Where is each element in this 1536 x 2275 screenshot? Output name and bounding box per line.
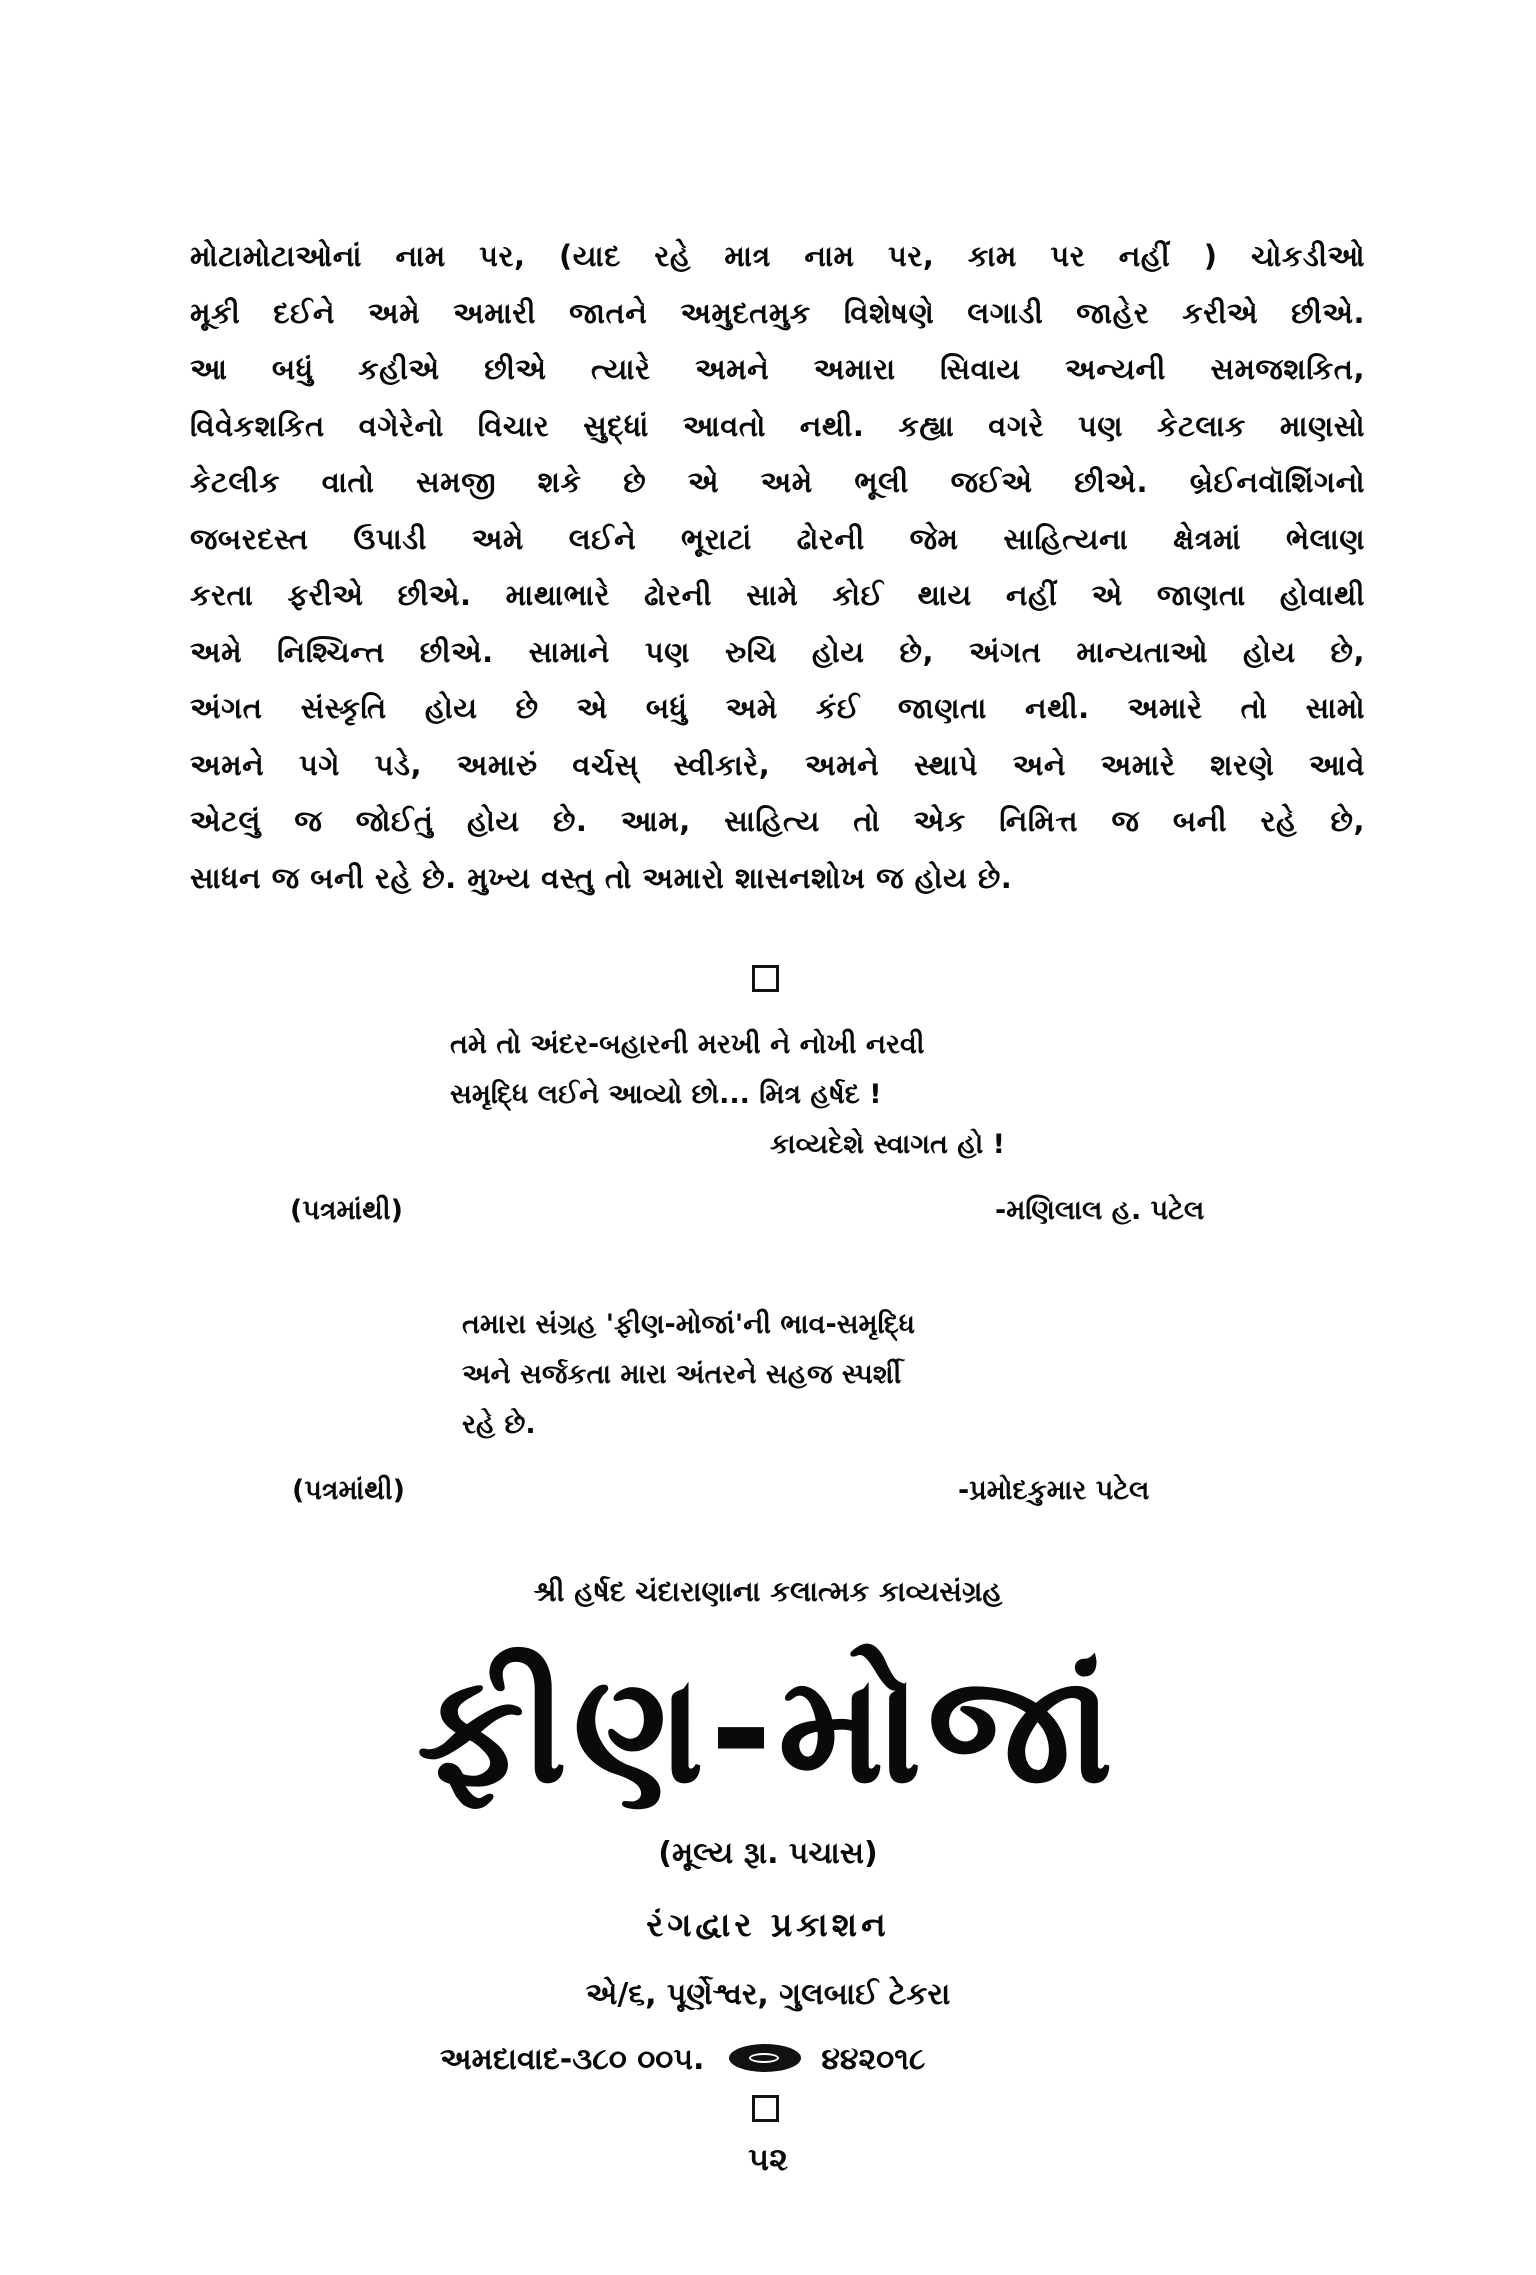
page-number: ૫૨ <box>748 2140 788 2178</box>
verse-line: તમે તો અંદર-બહારની મરખી ને નોખી નરવી <box>450 1029 925 1060</box>
paragraph-line: અમે નિશ્ચિન્ત છીએ. સામાને પણ રુચિ હોય છે, અંગત માન્યતાઓ હોય છે, <box>190 634 1365 669</box>
paragraph-line: વિવેકશકિત વગેરેનો વિચાર સુદ્ધાં આવતો નથી. કહ્યા વગરે પણ કેટલાક માણસો <box>190 408 1365 443</box>
body-paragraph <box>190 228 1365 906</box>
quote-2-source: (પત્રમાંથી) <box>292 1475 405 1506</box>
quote-1-verse <box>450 1020 1005 1170</box>
verse-line: સમૃદ્ધિ લઈને આવ્યો છો... મિત્ર હર્ષદ ! <box>450 1079 882 1110</box>
paragraph-line: મૂકી દઈને અમે અમારી જાતને અમુદતમુક વિશેષણે લગાડી જાહેર કરીએ છીએ. <box>190 295 1365 330</box>
quote-2-author: -પ્રમોદકુમાર પટેલ <box>958 1475 1150 1506</box>
section-divider-box <box>752 2095 779 2122</box>
paragraph-line: એટલું જ જોઈતું હોય છે. આમ, સાહિત્ય તો એક નિમિત્ત જ બની રહે છે, <box>190 804 1365 838</box>
paragraph-line: અમને પગે પડે, અમારું વર્ચસ્ સ્વીકારે, અમને સ્થાપે અને અમારે શરણે આવે <box>190 747 1365 782</box>
paragraph-line: અંગત સંસ્કૃતિ હોય છે એ બધું અમે કંઈ જાણતા નથી. અમારે તો સામો <box>190 691 1365 725</box>
quote-1-source: (પત્રમાંથી) <box>290 1195 403 1226</box>
publisher-city-phone <box>440 2042 925 2077</box>
verse-line: અને સર્જકતા મારા અંતરને સહજ સ્પર્શી <box>462 1359 902 1390</box>
phone-number: ૪૪૨૦૧૮ <box>821 2042 926 2077</box>
paragraph-line: સાધન જ બની રહે છે. મુખ્ય વસ્તુ તો અમારો શાસનશોખ જ હોય છે. <box>190 860 1013 895</box>
book-price: (મૂલ્ય રૂા. પચાસ) <box>658 1836 878 1871</box>
verse-line: રહે છે. <box>462 1409 536 1440</box>
book-title: ફીણ-મોજાં <box>417 1643 1119 1817</box>
paragraph-line: મોટામોટાઓનાં નામ પર, (યાદ રહે માત્ર નામ પર, કામ પર નહીં ) ચોકડીઓ <box>190 239 1365 273</box>
verse-line: તમારા સંગ્રહ 'ફીણ-મોજાં'ની ભાવ-સમૃદ્ધિ <box>462 1309 916 1340</box>
book-tagline: શ્રી હર્ષદ ચંદારાણાના કલાત્મક કાવ્યસંગ્રહ <box>533 1575 1003 1608</box>
verse-line: કાવ્યદેશે સ્વાગત હો ! <box>770 1129 1005 1160</box>
section-divider-box <box>752 965 779 992</box>
paragraph-line: કેટલીક વાતો સમજી શકે છે એ અમે ભૂલી જઈએ છીએ. બ્રેઈનવૉશિંગનો <box>190 465 1365 499</box>
publisher-address: એ/૬, પૂર્ણેશ્વર, ગુલબાઈ ટેકરા <box>585 1977 951 2012</box>
publisher-city: અમદાવાદ-૩૮૦ ૦૦૫. <box>440 2042 705 2077</box>
telephone-icon <box>729 2044 801 2072</box>
paragraph-line: આ બધું કહીએ છીએ ત્યારે અમને અમારા સિવાય અન્યની સમજશકિત, <box>190 352 1365 386</box>
quote-2-verse <box>462 1300 915 1450</box>
paragraph-line: જબરદસ્ત ઉપાડી અમે લઈને ભૂરાટાં ઢોરની જેમ સાહિત્યના ક્ષેત્રમાં ભેલાણ <box>190 521 1365 556</box>
publisher-name: રંગદ્વાર પ્રકાશન <box>646 1905 890 1944</box>
quote-1-author: -મણિલાલ હ. પટેલ <box>995 1195 1205 1226</box>
paragraph-line: કરતા ફરીએ છીએ. માથાભારે ઢોરની સામે કોઈ થાય નહીં એ જાણતા હોવાથી <box>190 578 1365 612</box>
